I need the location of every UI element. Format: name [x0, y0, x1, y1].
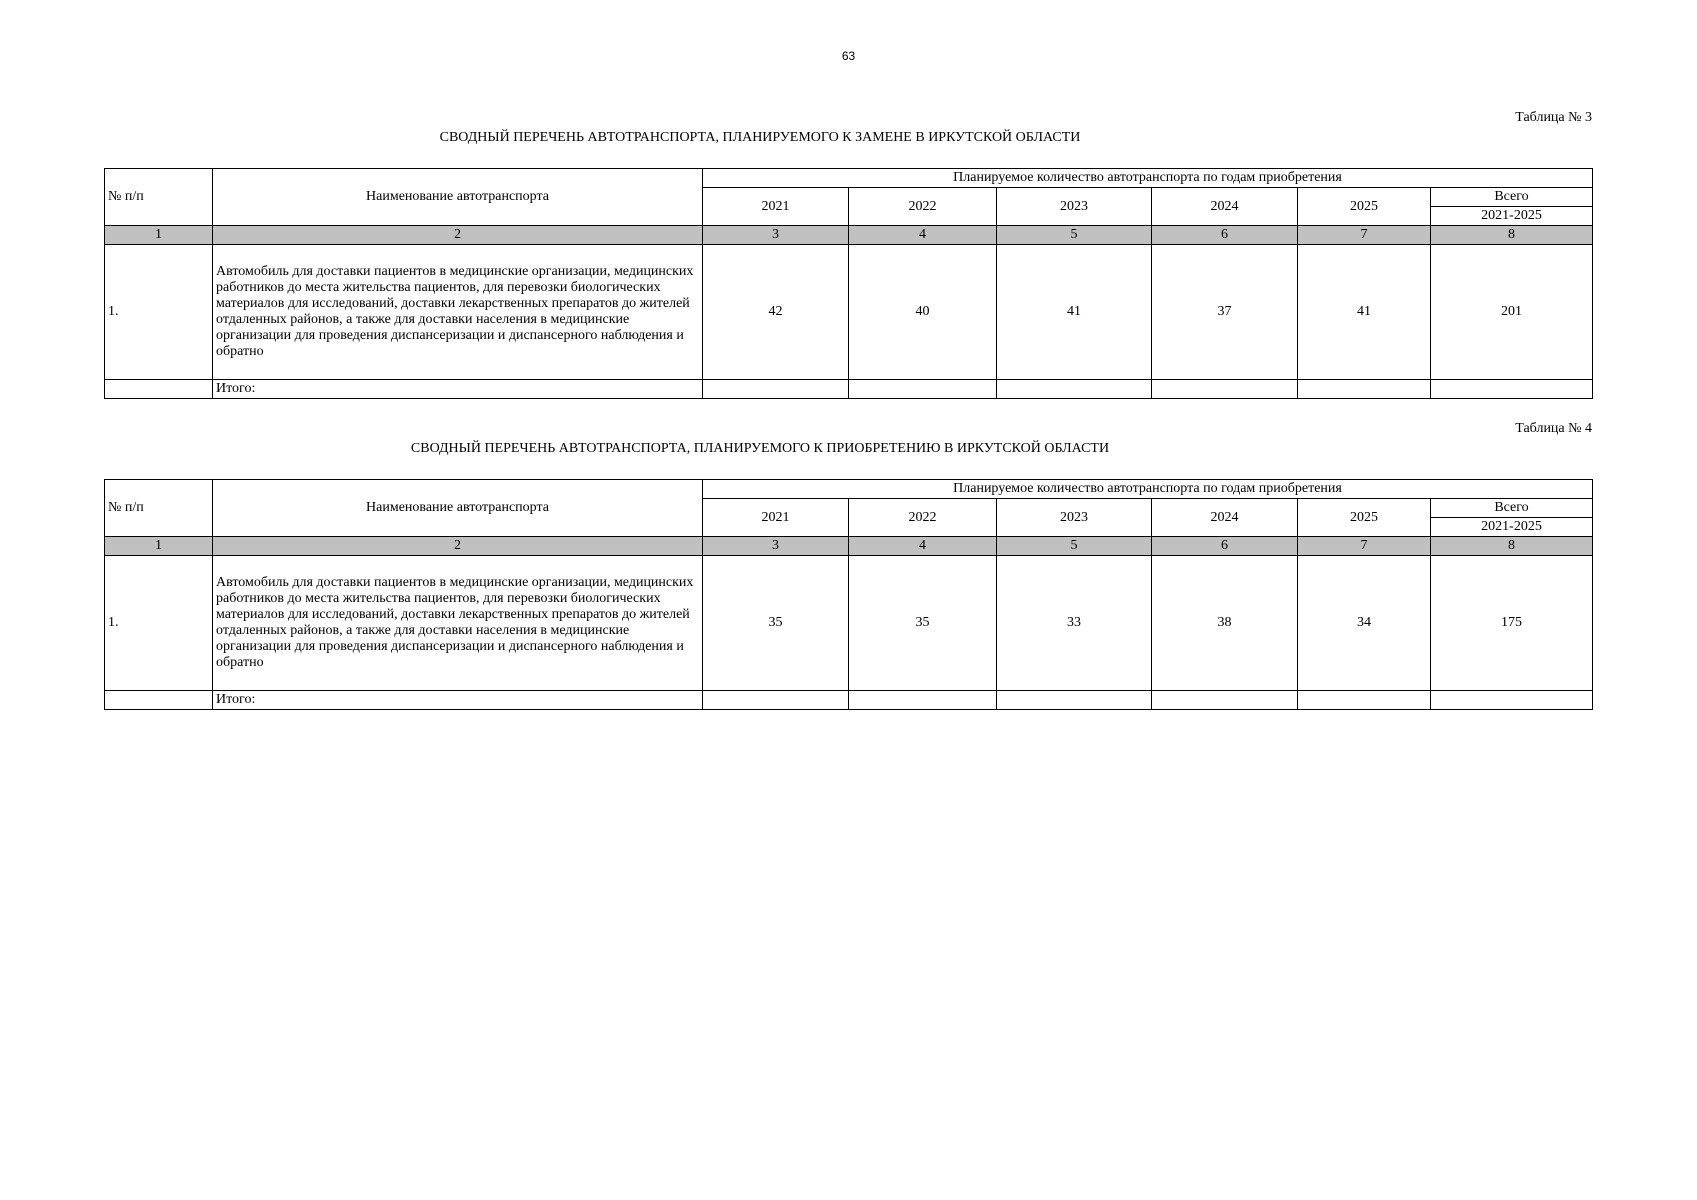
row-value-2024: 38: [1152, 556, 1298, 691]
column-number: 3: [703, 537, 849, 556]
header-year: 2024: [1152, 188, 1298, 226]
column-number: 4: [849, 226, 997, 245]
header-year: 2022: [849, 499, 997, 537]
header-num: № п/п: [105, 169, 213, 226]
row-value-2023: 41: [997, 245, 1152, 380]
row-value-2021: 42: [703, 245, 849, 380]
header-year: 2024: [1152, 499, 1298, 537]
header-num: № п/п: [105, 480, 213, 537]
column-number: 6: [1152, 537, 1298, 556]
total-empty: [849, 691, 997, 710]
row-num: 1.: [105, 556, 213, 691]
vehicle-table: [104, 479, 1593, 710]
row-value-2023: 33: [997, 556, 1152, 691]
total-empty: [997, 380, 1152, 399]
total-empty: [1298, 380, 1431, 399]
header-planned: Планируемое количество автотранспорта по годам приобретения: [703, 169, 1593, 188]
total-row: [105, 691, 1593, 710]
header-year: 2022: [849, 188, 997, 226]
row-name: Автомобиль для доставки пациентов в медицинские организации, медицинских работников до места жительства пациентов, для перевозки биологических материалов для исследований, доставки лекарственных препаратов до жителей отдаленных районов, а также для доставки населения в медицинские организации для проведения диспансеризации и диспансерного наблюдения и обратно: [213, 245, 703, 380]
header-year: 2025: [1298, 499, 1431, 537]
page-number: 63: [841, 49, 856, 63]
total-empty: [1152, 691, 1298, 710]
total-label: Итого:: [213, 380, 703, 399]
column-number: 2: [213, 537, 703, 556]
column-number: 1: [105, 537, 213, 556]
header-year: 2021: [703, 188, 849, 226]
column-number: 8: [1431, 226, 1593, 245]
table-title-text: СВОДНЫЙ ПЕРЕЧЕНЬ АВТОТРАНСПОРТА, ПЛАНИРУЕМОГО К ПРИОБРЕТЕНИЮ В ИРКУТСКОЙ ОБЛАСТИ: [410, 441, 1110, 456]
column-number: 6: [1152, 226, 1298, 245]
total-empty: [703, 691, 849, 710]
row-name: Автомобиль для доставки пациентов в медицинские организации, медицинских работников до места жительства пациентов, для перевозки биологических материалов для исследований, доставки лекарственных препаратов до жителей отдаленных районов, а также для доставки населения в медицинские организации для проведения диспансеризации и диспансерного наблюдения и обратно: [213, 556, 703, 691]
table-row: [105, 245, 1593, 380]
table-label: Таблица № 4: [1515, 421, 1592, 436]
row-value-2024: 37: [1152, 245, 1298, 380]
header-planned: Планируемое количество автотранспорта по годам приобретения: [703, 480, 1593, 499]
row-value-total: 175: [1431, 556, 1593, 691]
header-year: 2021: [703, 499, 849, 537]
column-number: 1: [105, 226, 213, 245]
column-number: 7: [1298, 537, 1431, 556]
total-empty: [703, 380, 849, 399]
header-year: 2023: [997, 499, 1152, 537]
total-empty: [849, 380, 997, 399]
header-name: Наименование автотранспорта: [213, 480, 703, 537]
header-name: Наименование автотранспорта: [213, 169, 703, 226]
row-value-total: 201: [1431, 245, 1593, 380]
row-value-2025: 41: [1298, 245, 1431, 380]
total-empty: [1298, 691, 1431, 710]
header-total: Всего: [1431, 499, 1593, 518]
header-year: 2023: [997, 188, 1152, 226]
row-value-2022: 35: [849, 556, 997, 691]
header-year: 2025: [1298, 188, 1431, 226]
total-empty: [105, 691, 213, 710]
column-number: 5: [997, 537, 1152, 556]
column-number: 7: [1298, 226, 1431, 245]
vehicle-table: [104, 168, 1593, 399]
column-number: 5: [997, 226, 1152, 245]
header-total-range: 2021-2025: [1431, 518, 1593, 537]
total-row: [105, 380, 1593, 399]
table-label: Таблица № 3: [1515, 110, 1592, 125]
row-value-2022: 40: [849, 245, 997, 380]
total-empty: [1431, 380, 1593, 399]
column-number: 4: [849, 537, 997, 556]
table-title: [0, 130, 1540, 146]
header-total: Всего: [1431, 188, 1593, 207]
row-value-2025: 34: [1298, 556, 1431, 691]
total-empty: [997, 691, 1152, 710]
total-empty: [1152, 380, 1298, 399]
total-empty: [105, 380, 213, 399]
header-total-range: 2021-2025: [1431, 207, 1593, 226]
total-empty: [1431, 691, 1593, 710]
table-title-text: СВОДНЫЙ ПЕРЕЧЕНЬ АВТОТРАНСПОРТА, ПЛАНИРУЕМОГО К ЗАМЕНЕ В ИРКУТСКОЙ ОБЛАСТИ: [439, 130, 1081, 145]
table-title: [0, 441, 1540, 457]
column-number: 3: [703, 226, 849, 245]
total-label: Итого:: [213, 691, 703, 710]
column-number: 2: [213, 226, 703, 245]
row-num: 1.: [105, 245, 213, 380]
row-value-2021: 35: [703, 556, 849, 691]
table-row: [105, 556, 1593, 691]
column-number: 8: [1431, 537, 1593, 556]
